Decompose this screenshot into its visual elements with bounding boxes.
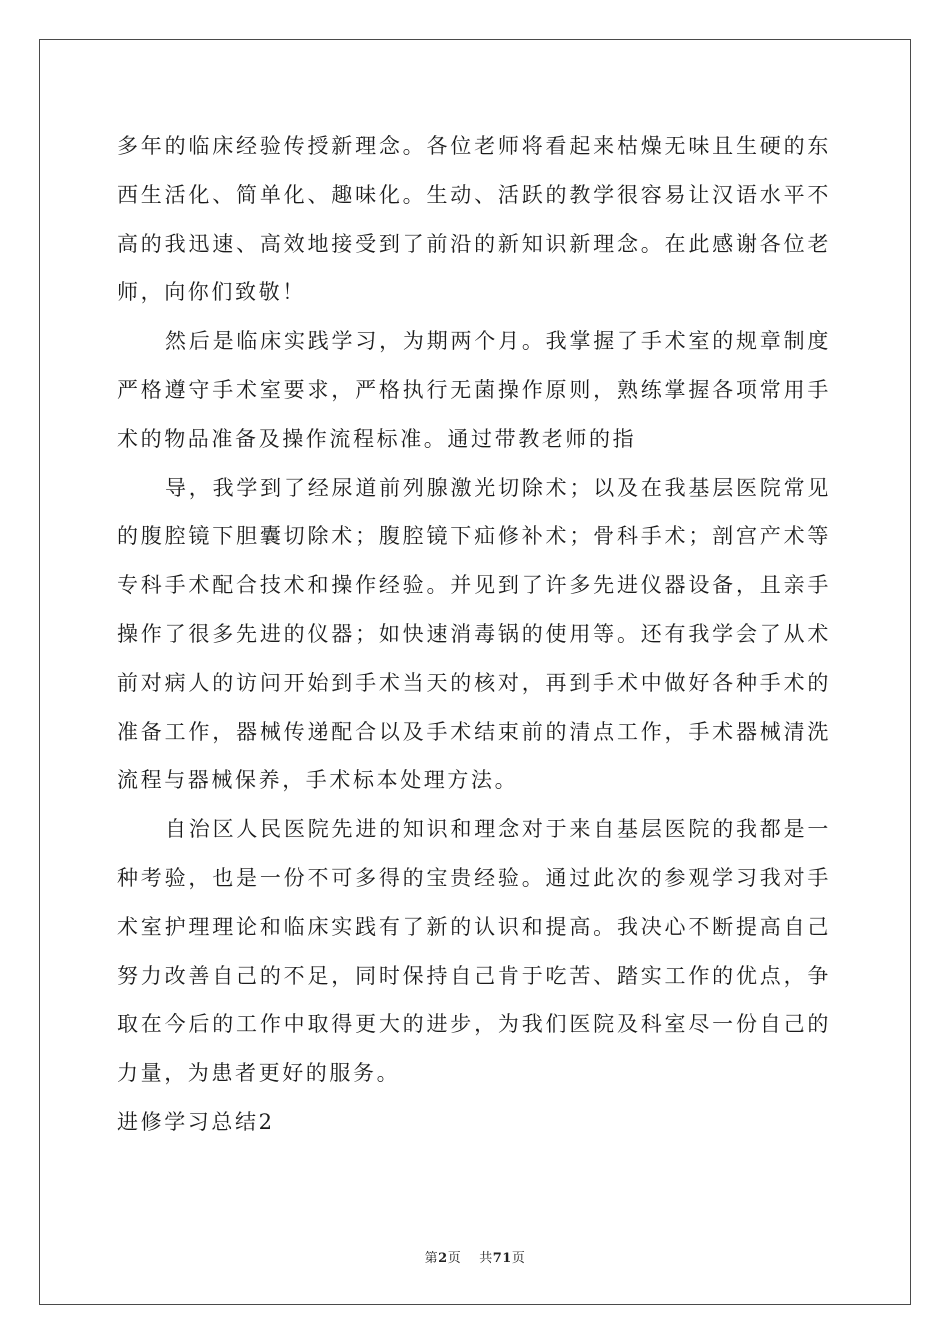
page-number: 2 — [438, 1251, 448, 1266]
total-suffix: 页 — [511, 1251, 526, 1266]
page-suffix: 页 — [447, 1251, 462, 1266]
paragraph-4: 自治区人民医院先进的知识和理念对于来自基层医院的我都是一种考验，也是一份不可多得的宝贵经验。通过此次的参观学习我对手术室护理理论和临床实践有了新的认识和提高。我决心不断提高自己努力改善自己的不足，同时保持自己肯于吃苦、踏实工作的优点，争取在今后的工作中取得更大的进步，为我们医院及科室尽一份自己的力量，为患者更好的服务。 — [117, 817, 831, 1086]
paragraph-2: 然后是临床实践学习，为期两个月。我掌握了手术室的规章制度严格遵守手术室要求，严格执行无菌操作原则，熟练掌握各项常用手术的物品准备及操作流程标准。通过带教老师的指 — [117, 329, 831, 451]
total-prefix: 共 — [479, 1251, 493, 1266]
document-body — [117, 122, 831, 1147]
section-heading: 进修学习总结2 — [117, 1109, 275, 1134]
paragraph-3: 导，我学到了经尿道前列腺激光切除术；以及在我基层医院常见的腹腔镜下胆囊切除术；腹腔镜下疝修补术；骨科手术；剖宫产术等专科手术配合技术和操作经验。并见到了许多先进仪器设备，且亲手操作了很多先进的仪器；如快速消毒锅的使用等。还有我学会了从术前对病人的访问开始到手术当天的核对，再到手术中做好各种手术的准备工作，器械传递配合以及手术结束前的清点工作，手术器械清洗流程与器械保养，手术标本处理方法。 — [117, 475, 831, 793]
total-pages: 71 — [492, 1251, 512, 1266]
page-prefix: 第 — [424, 1251, 439, 1266]
page-footer — [0, 1247, 950, 1266]
paragraph-1: 多年的临床经验传授新理念。各位老师将看起来枯燥无味且生硬的东西生活化、简单化、趣味化。生动、活跃的教学很容易让汉语水平不高的我迅速、高效地接受到了前沿的新知识新理念。在此感谢各位老师，向你们致敬！ — [117, 134, 831, 305]
